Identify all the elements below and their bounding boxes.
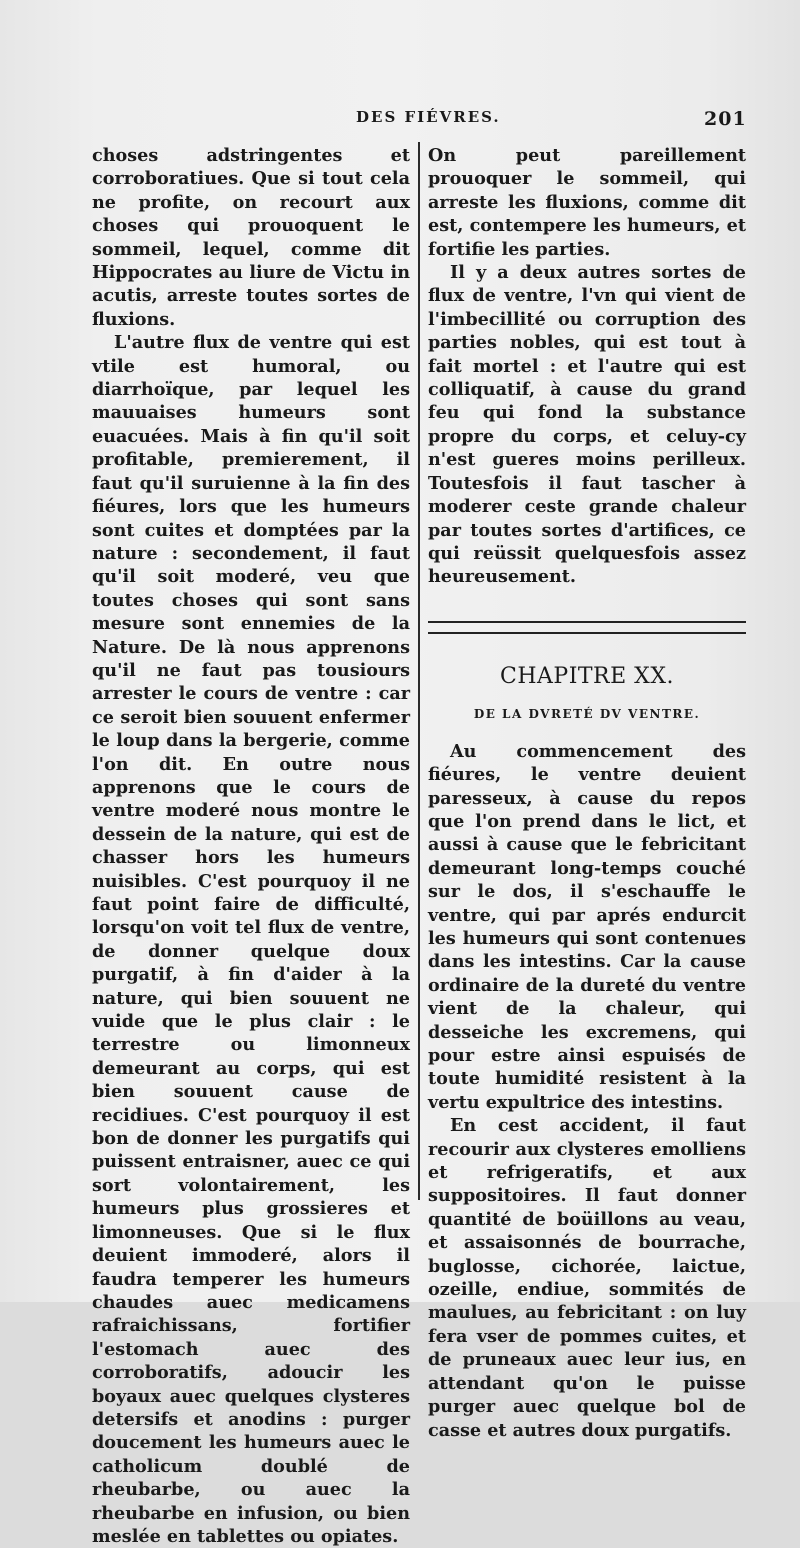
running-title: DES FIÉVRES. xyxy=(356,108,501,126)
paragraph: On peut pareillement prouoquer le sommeil, qui arreste les fluxions, comme dit est, contempere les humeurs, et fortifie les parties. xyxy=(428,145,746,260)
page-number: 201 xyxy=(704,108,747,130)
left-column xyxy=(92,144,410,1548)
running-head xyxy=(0,108,800,134)
paragraph: Il y a deux autres sortes de flux de ventre, l'vn qui vient de l'imbecillité ou corruption des parties nobles, qui est tout à fait mortel : et l'autre qui est colliquatif, à cause du grand feu qui fond la substance propre du corps, et celuy-cy n'est gueres moins perilleux. Toutesfois il faut tascher à moderer ceste grande chaleur par toutes sortes d'artifices, ce qui reüssit quelquesfois assez heureusement. xyxy=(428,262,746,588)
chapter-subtitle: DE LA DVRETÉ DV VENTRE. xyxy=(473,706,701,721)
right-column xyxy=(428,144,746,1442)
chapter-title: CHAPITRE XX. xyxy=(499,663,674,689)
paragraph: choses adstringentes et corroboratiues. Que si tout cela ne profite, on recourt aux choses qui prouoquent le sommeil, lequel, comme dit Hippocrates au liure de Victu in acutis, arreste toutes sortes de fluxions. xyxy=(92,145,410,330)
column-divider xyxy=(418,142,420,1200)
paragraph: Au commencement des fiéures, le ventre deuient paresseux, à cause du repos que l'on prend dans le lict, et aussi à cause que le febricitant demeurant long-temps couché sur le dos, il s'eschauffe le ventre, qui par aprés endurcit les humeurs qui sont contenues dans les intestins. Car la cause ordinaire de la dureté du ventre vient de la chaleur, qui desseiche les excremens, qui pour estre ainsi espuisés de toute humidité resistent à la vertu expultrice des intestins. xyxy=(428,740,746,1113)
paragraph: L'autre flux de ventre qui est vtile est humoral, ou diarrhoïque, par lequel les mauuaises humeurs sont euacuées. Mais à fin qu'il soit profitable, premierement, il faut qu'il suruienne à la fin des fiéures, lors que les humeurs sont cuites et domptées par la nature : secondement, il faut qu'il soit moderé, veu que toutes choses qui sont sans mesure sont ennemies de la Nature. De là nous apprenons qu'il ne faut pas tousiours arrester le cours de ventre : car ce seroit bien souuent enfermer le loup dans la bergerie, comme l'on dit. En outre nous apprenons que le cours de ventre moderé nous montre le dessein de la nature, qui est de chasser hors les humeurs nuisibles. C'est pourquoy il ne faut point faire de difficulté, lorsqu'on voit tel flux de ventre, de donner quelque doux purgatif, à fin d'aider à la nature, qui bien souuent ne vuide que le plus clair : le terrestre ou limonneux demeurant au corps, qui est bien souuent cause de recidiues. C'est pourquoy il est bon de donner les purgatifs qui puissent entraisner, auec ce qui sort volontairement, les humeurs plus grossieres et limonneuses. Que si le flux deuient immoderé, alors il faudra temperer les humeurs chaudes auec medicamens rafraichissans, fortifier l'estomach auec des corroboratifs, adoucir les boyaux auec quelques clysteres detersifs et anodins : purger doucement les humeurs auec le catholicum doublé de rheubarbe, ou auec la rheubarbe en infusion, ou bien meslée en tablettes ou opiates. xyxy=(92,332,410,1547)
section-rule xyxy=(428,621,746,634)
paragraph: En cest accident, il faut recourir aux clysteres emolliens et refrigeratifs, et aux suppositoires. Il faut donner quantité de boüillons au veau, et assaisonnés de bourrache, buglosse, cichorée, laictue, ozeille, endiue, sommités de maulues, au febricitant : on luy fera vser de pommes cuites, et de pruneaux auec leur ius, en attendant qu'on le puisse purger auec quelque bol de casse et autres doux purgatifs. xyxy=(428,1115,746,1441)
